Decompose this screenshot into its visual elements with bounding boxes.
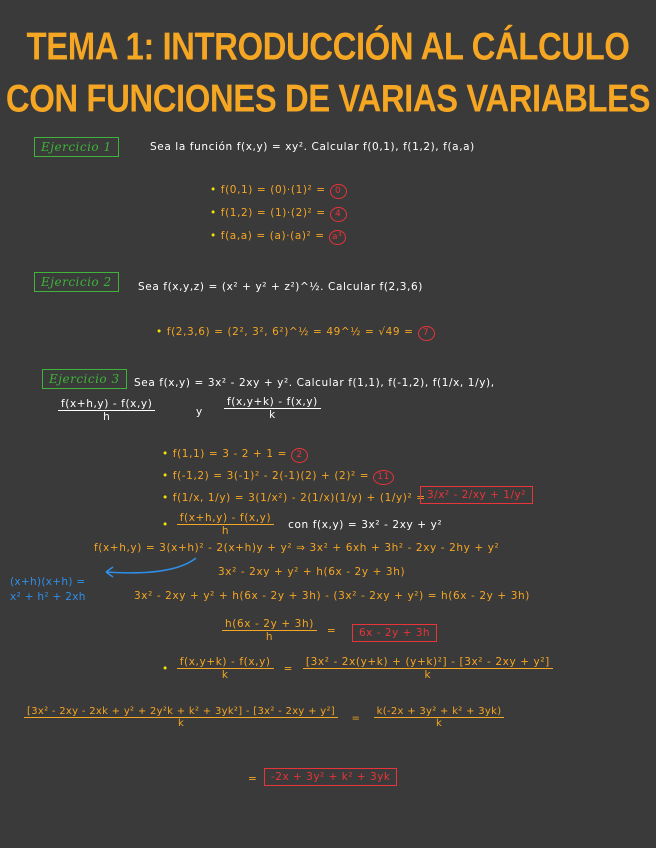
note-line-1: (x+h)(x+h) = <box>10 576 86 588</box>
ex3-line-9: • $\frac{f(x,y+k) - f(x,y)}{k}$ = $\frac{\text{[3x² - 2x(y+k) + (y+k)²] - [3x² - 2xy + y²]}}{k}$ <box>162 656 553 681</box>
ex1-line-2: • f(1,2) = (1)·(2)² = 4 <box>210 207 347 222</box>
note-arrow-icon <box>96 552 216 592</box>
ex3-line-1: • f(1,1) = 3 - 2 + 1 = 2 <box>162 448 308 463</box>
exercise-3-label: Ejercicio 3 <box>42 369 127 389</box>
ex3-fraction-2: $\frac{f(x,y+k) - f(x,y)}{k}$ <box>224 396 321 421</box>
bullet-icon: • <box>156 326 163 338</box>
bullet-icon: • <box>162 470 169 482</box>
ex3-and-word: y <box>196 406 203 418</box>
bullet-icon: • <box>210 184 217 196</box>
ex3-result-3-box: 3/x² - 2/xy + 1/y² <box>420 486 533 504</box>
bullet-icon: • <box>210 230 217 242</box>
ex3-line-4: • $\frac{f(x+h,y) - f(x,y)}{h}$ con f(x,y) = 3x² - 2xy + y² <box>162 512 443 537</box>
ex3-result-final-box: -2x + 3y² + k² + 3yk <box>264 768 397 786</box>
ex2-line: • f(2,3,6) = (2², 3², 6²)^½ = 49^½ = √49 = 7 <box>156 326 435 341</box>
result-circle: 0 <box>330 184 347 199</box>
note-line-2: x² + h² + 2xh <box>10 591 86 603</box>
exercise-1-label: Ejercicio 1 <box>34 137 119 157</box>
result-circle: 11 <box>373 470 394 485</box>
bullet-icon: • <box>162 448 169 460</box>
ex3-line-10: $\frac{\text{[3x² - 2xy - 2xk + y² + 2y²k + k² + 3yk²] - [3x² - 2xy + y²]}}{k}$ = $\frac{\text{k(-2x + 3y² + k² + 3yk)}}{k}$ <box>24 706 504 729</box>
result-circle: 7 <box>418 326 435 341</box>
title-line-2: CON FUNCIONES DE VARIAS VARIABLES <box>5 76 651 120</box>
ex3-line-7: 3x² - 2xy + y² + h(6x - 2y + 3h) - (3x² - 2xy + y²) = h(6x - 2y + 3h) <box>134 590 530 602</box>
exercise-3-statement: Sea f(x,y) = 3x² - 2xy + y². Calcular f(1,1), f(-1,2), f(1/x, 1/y), <box>134 377 495 389</box>
exercise-1-statement: Sea la función f(x,y) = xy². Calcular f(0,1), f(1,2), f(a,a) <box>150 141 475 153</box>
exercise-2-label: Ejercicio 2 <box>34 272 119 292</box>
bullet-icon: • <box>162 662 169 675</box>
ex3-line-6: 3x² - 2xy + y² + h(6x - 2y + 3h) <box>218 566 406 578</box>
ex3-result-8-box: 6x - 2y + 3h <box>352 624 437 642</box>
ex3-line-2: • f(-1,2) = 3(-1)² - 2(-1)(2) + (2)² = 11 <box>162 470 394 485</box>
bullet-icon: • <box>162 492 169 504</box>
title-line-1: TEMA 1: INTRODUCCIÓN AL CÁLCULO <box>26 24 630 68</box>
ex3-line-3: • f(1/x, 1/y) = 3(1/x²) - 2(1/x)(1/y) + (1/y)² = <box>162 492 426 504</box>
result-circle: a³ <box>329 230 346 245</box>
ex3-fraction-1: $\frac{f(x+h,y) - f(x,y)}{h}$ <box>58 398 155 423</box>
ex3-line-5: f(x+h,y) = 3(x+h)² - 2(x+h)y + y² ⇒ 3x² + 6xh + 3h² - 2xy - 2hy + y² <box>94 542 500 554</box>
bullet-icon: • <box>162 518 169 531</box>
ex1-line-3: • f(a,a) = (a)·(a)² = a³ <box>210 230 346 245</box>
result-circle: 2 <box>291 448 308 463</box>
ex1-line-1: • f(0,1) = (0)·(1)² = 0 <box>210 184 347 199</box>
exercise-2-statement: Sea f(x,y,z) = (x² + y² + z²)^½. Calcular f(2,3,6) <box>138 281 423 293</box>
result-circle: 4 <box>330 207 347 222</box>
ex3-equals-final: = <box>248 773 258 785</box>
bullet-icon: • <box>210 207 217 219</box>
ex3-line-8: $\frac{h(6x - 2y + 3h)}{h}$ = <box>222 618 342 643</box>
